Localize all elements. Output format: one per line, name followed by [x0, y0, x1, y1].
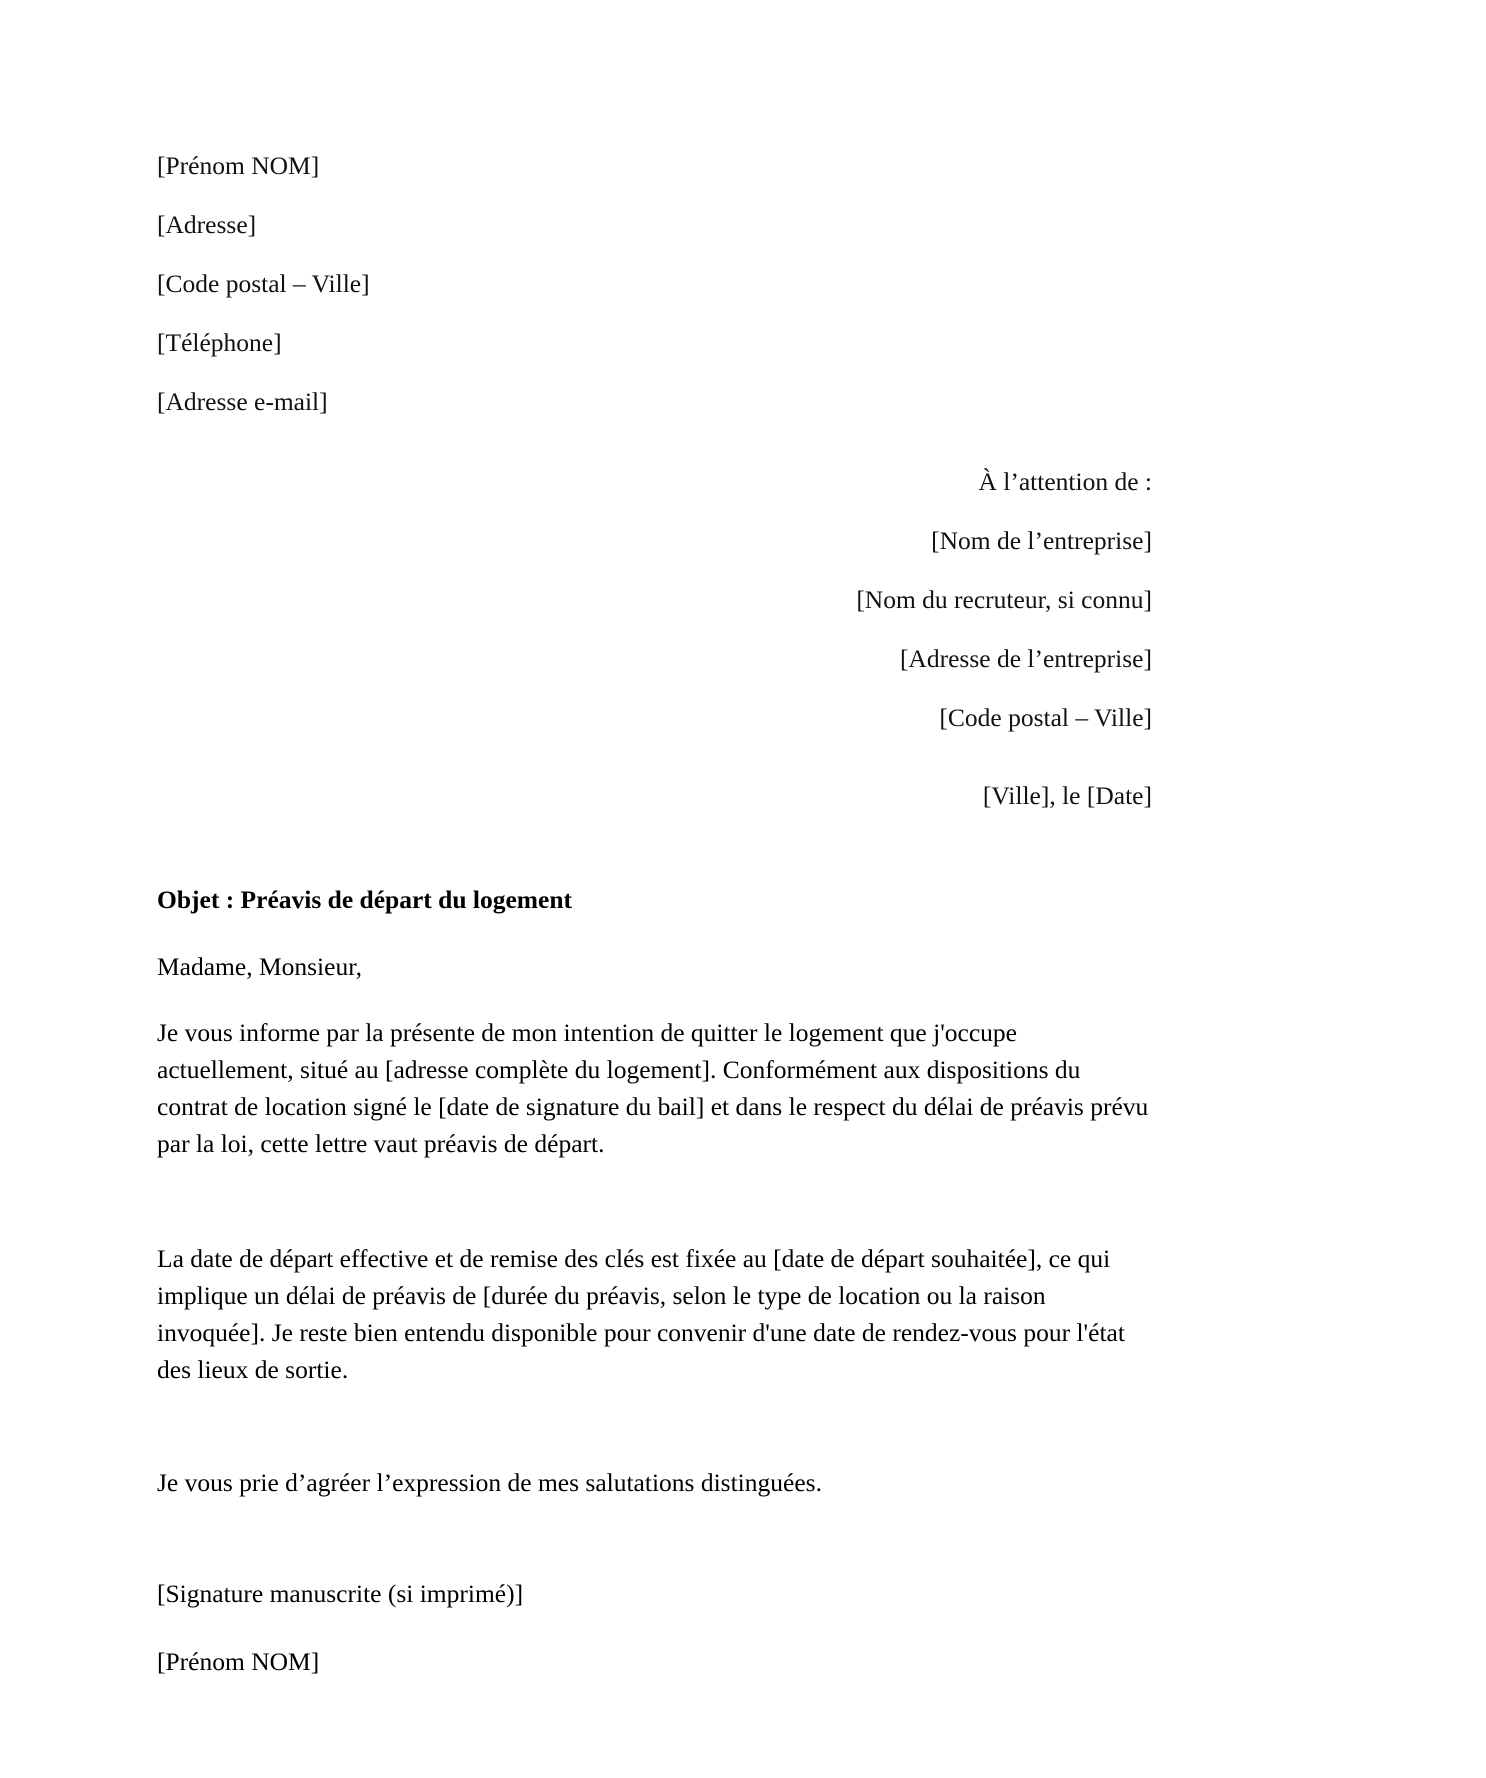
place-and-date-block	[157, 780, 1152, 812]
sender-name: [Prénom NOM]	[157, 151, 320, 180]
sender-postal-city: [Code postal – Ville]	[157, 268, 370, 298]
body-paragraph-2: La date de départ effective et de remise des clés est fixée au [date de départ souhaitée], ce qui implique un délai de préavis de [durée du préavis, selon le type de location ou la raison invoquée]. Je reste bien entendu disponible pour convenir d'une date de rendez-vous pour l'état des lieux de sortie.	[157, 1243, 1125, 1384]
recipient-company-name: [Nom de l’entreprise]	[931, 525, 1152, 555]
subject-line: Objet : Préavis de départ du logement	[157, 885, 573, 914]
recipient-address-block	[157, 466, 1152, 760]
letter-body	[157, 884, 1154, 1714]
signature-name: [Prénom NOM]	[157, 1647, 320, 1677]
signature-placeholder: [Signature manuscrite (si imprimé)]	[157, 1579, 524, 1609]
place-date-line: [Ville], le [Date]	[982, 781, 1152, 810]
closing-salutation: Je vous prie d’agréer l’expression de mes salutations distinguées.	[157, 1467, 822, 1497]
recipient-company-address: [Adresse de l’entreprise]	[899, 643, 1152, 673]
recipient-postal-city: [Code postal – Ville]	[939, 702, 1152, 732]
sender-phone: [Téléphone]	[157, 327, 282, 357]
sender-email: [Adresse e-mail]	[157, 386, 328, 416]
recipient-recruiter-name: [Nom du recruteur, si connu]	[856, 584, 1152, 614]
recipient-attention-label: À l’attention de :	[978, 467, 1152, 496]
body-paragraph-1: Je vous informe par la présente de mon intention de quitter le logement que j'occupe actuellement, situé au [adresse complète du logement]. Conformément aux dispositions du contrat de location signé le [date de signature du bail] et dans le respect du délai de préavis prévu par la loi, cette lettre vaut préavis de départ.	[157, 1017, 1149, 1158]
sender-street: [Adresse]	[157, 209, 257, 239]
sender-address-block	[157, 150, 857, 444]
salutation-line: Madame, Monsieur,	[157, 951, 363, 981]
